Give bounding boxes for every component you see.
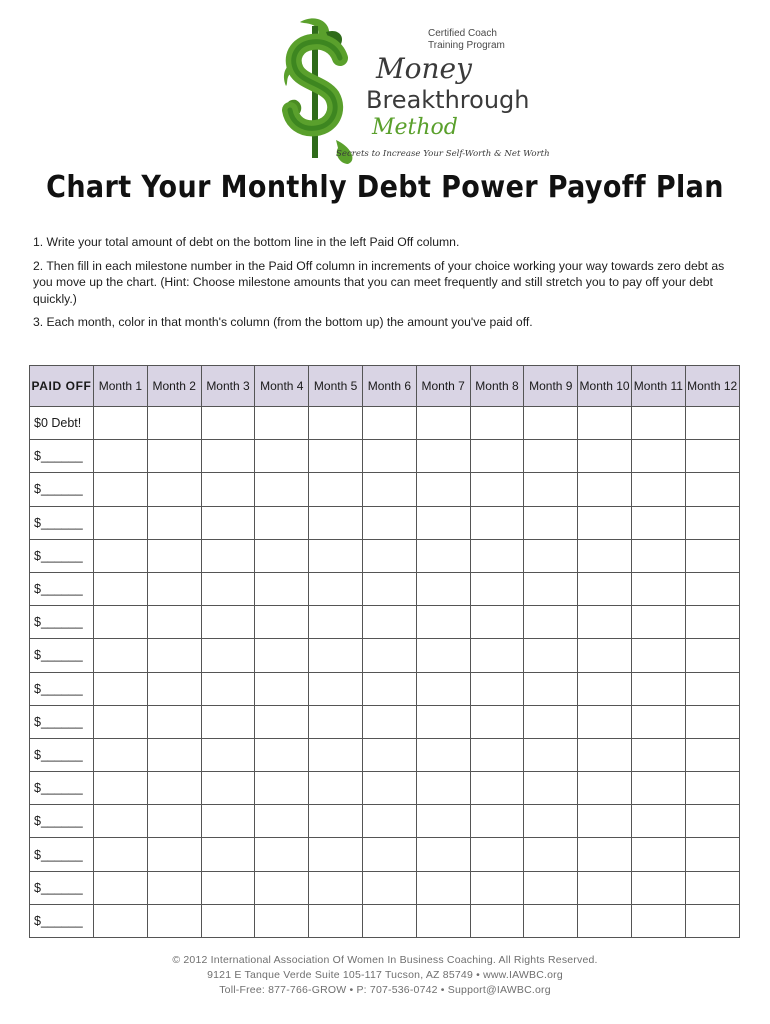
month-8-cell[interactable] (470, 805, 524, 838)
month-10-cell[interactable] (578, 407, 632, 440)
month-10-cell[interactable] (578, 606, 632, 639)
month-9-cell[interactable] (524, 705, 578, 738)
month-12-cell[interactable] (685, 407, 739, 440)
month-4-cell[interactable] (255, 407, 309, 440)
month-8-cell[interactable] (470, 738, 524, 771)
month-4-cell[interactable] (255, 705, 309, 738)
month-3-cell[interactable] (201, 904, 255, 937)
milestone-amount-field[interactable]: $______ (30, 838, 94, 871)
milestone-amount-field[interactable]: $______ (30, 772, 94, 805)
month-12-cell[interactable] (685, 838, 739, 871)
logo-training-line: Training Program (428, 40, 505, 51)
month-10-cell[interactable] (578, 871, 632, 904)
month-3-cell[interactable] (201, 473, 255, 506)
money-breakthrough-method-logo (278, 14, 550, 166)
month-12-cell[interactable] (685, 539, 739, 572)
month-11-cell[interactable] (631, 738, 685, 771)
month-11-cell[interactable] (631, 639, 685, 672)
month-10-cell[interactable] (578, 539, 632, 572)
month-4-cell[interactable] (255, 506, 309, 539)
logo-word-money: Money (376, 52, 472, 85)
month-4-cell[interactable] (255, 738, 309, 771)
month-5-cell[interactable] (309, 904, 363, 937)
month-10-cell[interactable] (578, 772, 632, 805)
month-5-cell[interactable] (309, 738, 363, 771)
column-header-month-11: Month 11 (631, 366, 685, 407)
month-9-cell[interactable] (524, 904, 578, 937)
table-row (30, 705, 740, 738)
month-2-cell[interactable] (147, 705, 201, 738)
month-3-cell[interactable] (201, 506, 255, 539)
month-4-cell[interactable] (255, 838, 309, 871)
month-3-cell[interactable] (201, 572, 255, 605)
column-header-month-10: Month 10 (578, 366, 632, 407)
payoff-chart-table (29, 365, 740, 938)
month-2-cell[interactable] (147, 473, 201, 506)
month-7-cell[interactable] (416, 672, 470, 705)
column-header-month-6: Month 6 (362, 366, 416, 407)
month-11-cell[interactable] (631, 672, 685, 705)
month-3-cell[interactable] (201, 672, 255, 705)
month-2-cell[interactable] (147, 572, 201, 605)
month-8-cell[interactable] (470, 407, 524, 440)
month-5-cell[interactable] (309, 473, 363, 506)
month-8-cell[interactable] (470, 904, 524, 937)
month-4-cell[interactable] (255, 772, 309, 805)
month-1-cell[interactable] (94, 805, 148, 838)
column-header-month-12: Month 12 (685, 366, 739, 407)
month-12-cell[interactable] (685, 904, 739, 937)
month-9-cell[interactable] (524, 440, 578, 473)
milestone-amount-field[interactable]: $______ (30, 572, 94, 605)
month-4-cell[interactable] (255, 440, 309, 473)
month-10-cell[interactable] (578, 738, 632, 771)
month-1-cell[interactable] (94, 705, 148, 738)
column-header-month-3: Month 3 (201, 366, 255, 407)
month-9-cell[interactable] (524, 871, 578, 904)
month-6-cell[interactable] (362, 606, 416, 639)
month-3-cell[interactable] (201, 407, 255, 440)
month-8-cell[interactable] (470, 440, 524, 473)
month-5-cell[interactable] (309, 772, 363, 805)
month-12-cell[interactable] (685, 506, 739, 539)
month-5-cell[interactable] (309, 440, 363, 473)
month-2-cell[interactable] (147, 539, 201, 572)
month-1-cell[interactable] (94, 473, 148, 506)
month-7-cell[interactable] (416, 871, 470, 904)
month-3-cell[interactable] (201, 772, 255, 805)
month-11-cell[interactable] (631, 440, 685, 473)
month-11-cell[interactable] (631, 838, 685, 871)
table-row (30, 506, 740, 539)
month-11-cell[interactable] (631, 705, 685, 738)
month-6-cell[interactable] (362, 407, 416, 440)
column-header-month-1: Month 1 (94, 366, 148, 407)
month-9-cell[interactable] (524, 772, 578, 805)
month-1-cell[interactable] (94, 672, 148, 705)
month-12-cell[interactable] (685, 639, 739, 672)
table-row (30, 539, 740, 572)
month-8-cell[interactable] (470, 871, 524, 904)
table-row (30, 407, 740, 440)
month-11-cell[interactable] (631, 407, 685, 440)
month-6-cell[interactable] (362, 473, 416, 506)
month-2-cell[interactable] (147, 838, 201, 871)
logo-word-method: Method (372, 115, 458, 140)
month-2-cell[interactable] (147, 772, 201, 805)
month-9-cell[interactable] (524, 473, 578, 506)
month-7-cell[interactable] (416, 407, 470, 440)
month-6-cell[interactable] (362, 672, 416, 705)
month-8-cell[interactable] (470, 572, 524, 605)
milestone-amount-field[interactable]: $______ (30, 606, 94, 639)
month-5-cell[interactable] (309, 705, 363, 738)
month-12-cell[interactable] (685, 672, 739, 705)
month-7-cell[interactable] (416, 639, 470, 672)
month-1-cell[interactable] (94, 738, 148, 771)
month-5-cell[interactable] (309, 606, 363, 639)
month-1-cell[interactable] (94, 871, 148, 904)
month-4-cell[interactable] (255, 672, 309, 705)
month-6-cell[interactable] (362, 904, 416, 937)
month-1-cell[interactable] (94, 838, 148, 871)
table-row (30, 772, 740, 805)
milestone-amount-field[interactable]: $______ (30, 871, 94, 904)
milestone-amount-field[interactable]: $______ (30, 738, 94, 771)
table-row (30, 871, 740, 904)
month-2-cell[interactable] (147, 506, 201, 539)
month-9-cell[interactable] (524, 539, 578, 572)
month-2-cell[interactable] (147, 440, 201, 473)
table-body (30, 407, 740, 938)
dollar-sign-icon (290, 26, 340, 158)
month-7-cell[interactable] (416, 606, 470, 639)
month-9-cell[interactable] (524, 805, 578, 838)
month-2-cell[interactable] (147, 871, 201, 904)
month-3-cell[interactable] (201, 539, 255, 572)
month-7-cell[interactable] (416, 572, 470, 605)
month-3-cell[interactable] (201, 606, 255, 639)
footer (0, 953, 770, 998)
month-11-cell[interactable] (631, 606, 685, 639)
month-12-cell[interactable] (685, 705, 739, 738)
month-2-cell[interactable] (147, 606, 201, 639)
month-12-cell[interactable] (685, 871, 739, 904)
month-3-cell[interactable] (201, 805, 255, 838)
month-6-cell[interactable] (362, 838, 416, 871)
table-row (30, 672, 740, 705)
month-11-cell[interactable] (631, 904, 685, 937)
month-10-cell[interactable] (578, 705, 632, 738)
month-6-cell[interactable] (362, 772, 416, 805)
milestone-amount-field[interactable]: $______ (30, 805, 94, 838)
zero-debt-label: $0 Debt! (30, 407, 94, 440)
table-row (30, 639, 740, 672)
month-8-cell[interactable] (470, 705, 524, 738)
month-2-cell[interactable] (147, 407, 201, 440)
column-header-month-5: Month 5 (309, 366, 363, 407)
milestone-amount-field[interactable]: $______ (30, 904, 94, 937)
month-11-cell[interactable] (631, 805, 685, 838)
month-7-cell[interactable] (416, 539, 470, 572)
month-4-cell[interactable] (255, 871, 309, 904)
month-8-cell[interactable] (470, 838, 524, 871)
month-12-cell[interactable] (685, 572, 739, 605)
month-1-cell[interactable] (94, 506, 148, 539)
month-1-cell[interactable] (94, 606, 148, 639)
page-title: Chart Your Monthly Debt Power Payoff Plan (46, 170, 724, 205)
month-9-cell[interactable] (524, 738, 578, 771)
month-5-cell[interactable] (309, 407, 363, 440)
month-7-cell[interactable] (416, 772, 470, 805)
column-header-paid-off: PAID OFF (30, 366, 94, 407)
footer-copyright: © 2012 International Association Of Women In Business Coaching. All Rights Reserved. (172, 954, 598, 966)
table-row (30, 805, 740, 838)
month-12-cell[interactable] (685, 772, 739, 805)
month-1-cell[interactable] (94, 440, 148, 473)
month-5-cell[interactable] (309, 539, 363, 572)
month-1-cell[interactable] (94, 539, 148, 572)
month-7-cell[interactable] (416, 506, 470, 539)
month-8-cell[interactable] (470, 473, 524, 506)
month-1-cell[interactable] (94, 407, 148, 440)
month-11-cell[interactable] (631, 506, 685, 539)
month-10-cell[interactable] (578, 440, 632, 473)
milestone-amount-field[interactable]: $______ (30, 473, 94, 506)
footer-contact: Toll-Free: 877-766-GROW • P: 707-536-0742 • Support@IAWBC.org (219, 984, 551, 996)
month-7-cell[interactable] (416, 738, 470, 771)
table-row (30, 440, 740, 473)
month-9-cell[interactable] (524, 639, 578, 672)
month-2-cell[interactable] (147, 672, 201, 705)
instruction-step-2: 2. Then fill in each milestone number in the Paid Off column in increments of your choice working your way towards zero debt as you move up the chart. (Hint: Choose milestone amounts that you can meet frequently and still stretch you to pay off your debt quickly.) (33, 258, 725, 306)
month-3-cell[interactable] (201, 639, 255, 672)
month-7-cell[interactable] (416, 473, 470, 506)
table-row (30, 606, 740, 639)
month-5-cell[interactable] (309, 871, 363, 904)
month-12-cell[interactable] (685, 606, 739, 639)
month-5-cell[interactable] (309, 506, 363, 539)
milestone-amount-field[interactable]: $______ (30, 440, 94, 473)
month-6-cell[interactable] (362, 705, 416, 738)
month-9-cell[interactable] (524, 606, 578, 639)
month-4-cell[interactable] (255, 473, 309, 506)
month-7-cell[interactable] (416, 904, 470, 937)
month-9-cell[interactable] (524, 672, 578, 705)
month-1-cell[interactable] (94, 904, 148, 937)
month-2-cell[interactable] (147, 904, 201, 937)
month-9-cell[interactable] (524, 572, 578, 605)
month-1-cell[interactable] (94, 772, 148, 805)
logo-tagline: Secrets to Increase Your Self-Worth & Net Worth (336, 149, 550, 159)
month-4-cell[interactable] (255, 904, 309, 937)
month-9-cell[interactable] (524, 407, 578, 440)
milestone-amount-field[interactable]: $______ (30, 639, 94, 672)
month-7-cell[interactable] (416, 805, 470, 838)
month-12-cell[interactable] (685, 738, 739, 771)
instruction-step-3: 3. Each month, color in that month's column (from the bottom up) the amount you've paid off. (33, 315, 533, 329)
month-9-cell[interactable] (524, 838, 578, 871)
table-row (30, 473, 740, 506)
table-header-row (30, 366, 740, 407)
month-9-cell[interactable] (524, 506, 578, 539)
month-8-cell[interactable] (470, 606, 524, 639)
month-3-cell[interactable] (201, 738, 255, 771)
month-6-cell[interactable] (362, 506, 416, 539)
month-8-cell[interactable] (470, 672, 524, 705)
month-10-cell[interactable] (578, 805, 632, 838)
month-5-cell[interactable] (309, 805, 363, 838)
month-6-cell[interactable] (362, 805, 416, 838)
month-10-cell[interactable] (578, 506, 632, 539)
month-1-cell[interactable] (94, 639, 148, 672)
table-row (30, 904, 740, 937)
month-3-cell[interactable] (201, 440, 255, 473)
month-6-cell[interactable] (362, 639, 416, 672)
month-3-cell[interactable] (201, 871, 255, 904)
month-10-cell[interactable] (578, 672, 632, 705)
month-5-cell[interactable] (309, 672, 363, 705)
column-header-month-8: Month 8 (470, 366, 524, 407)
month-3-cell[interactable] (201, 705, 255, 738)
instructions (33, 234, 739, 338)
month-8-cell[interactable] (470, 772, 524, 805)
month-10-cell[interactable] (578, 639, 632, 672)
month-1-cell[interactable] (94, 572, 148, 605)
month-12-cell[interactable] (685, 440, 739, 473)
footer-address: 9121 E Tanque Verde Suite 105-117 Tucson, AZ 85749 • www.IAWBC.org (207, 969, 563, 981)
table-row (30, 738, 740, 771)
month-8-cell[interactable] (470, 539, 524, 572)
month-7-cell[interactable] (416, 440, 470, 473)
month-4-cell[interactable] (255, 805, 309, 838)
table-row (30, 572, 740, 605)
month-4-cell[interactable] (255, 539, 309, 572)
month-3-cell[interactable] (201, 838, 255, 871)
column-header-month-7: Month 7 (416, 366, 470, 407)
month-12-cell[interactable] (685, 805, 739, 838)
instruction-step-1: 1. Write your total amount of debt on the bottom line in the left Paid Off column. (33, 235, 460, 249)
month-8-cell[interactable] (470, 639, 524, 672)
month-11-cell[interactable] (631, 539, 685, 572)
month-11-cell[interactable] (631, 772, 685, 805)
month-8-cell[interactable] (470, 506, 524, 539)
month-7-cell[interactable] (416, 838, 470, 871)
milestone-amount-field[interactable]: $______ (30, 539, 94, 572)
month-11-cell[interactable] (631, 871, 685, 904)
month-5-cell[interactable] (309, 572, 363, 605)
month-10-cell[interactable] (578, 473, 632, 506)
month-4-cell[interactable] (255, 606, 309, 639)
month-11-cell[interactable] (631, 572, 685, 605)
month-6-cell[interactable] (362, 440, 416, 473)
month-5-cell[interactable] (309, 639, 363, 672)
month-10-cell[interactable] (578, 904, 632, 937)
month-5-cell[interactable] (309, 838, 363, 871)
month-6-cell[interactable] (362, 871, 416, 904)
column-header-month-4: Month 4 (255, 366, 309, 407)
month-2-cell[interactable] (147, 805, 201, 838)
month-6-cell[interactable] (362, 539, 416, 572)
month-7-cell[interactable] (416, 705, 470, 738)
logo-word-breakthrough: Breakthrough (366, 86, 530, 114)
month-11-cell[interactable] (631, 473, 685, 506)
logo-certified-line: Certified Coach (428, 28, 497, 39)
table-row (30, 838, 740, 871)
column-header-month-9: Month 9 (524, 366, 578, 407)
month-2-cell[interactable] (147, 639, 201, 672)
milestone-amount-field[interactable]: $______ (30, 506, 94, 539)
month-4-cell[interactable] (255, 572, 309, 605)
month-2-cell[interactable] (147, 738, 201, 771)
milestone-amount-field[interactable]: $______ (30, 705, 94, 738)
month-12-cell[interactable] (685, 473, 739, 506)
month-6-cell[interactable] (362, 738, 416, 771)
month-10-cell[interactable] (578, 572, 632, 605)
milestone-amount-field[interactable]: $______ (30, 672, 94, 705)
month-6-cell[interactable] (362, 572, 416, 605)
month-10-cell[interactable] (578, 838, 632, 871)
month-4-cell[interactable] (255, 639, 309, 672)
column-header-month-2: Month 2 (147, 366, 201, 407)
